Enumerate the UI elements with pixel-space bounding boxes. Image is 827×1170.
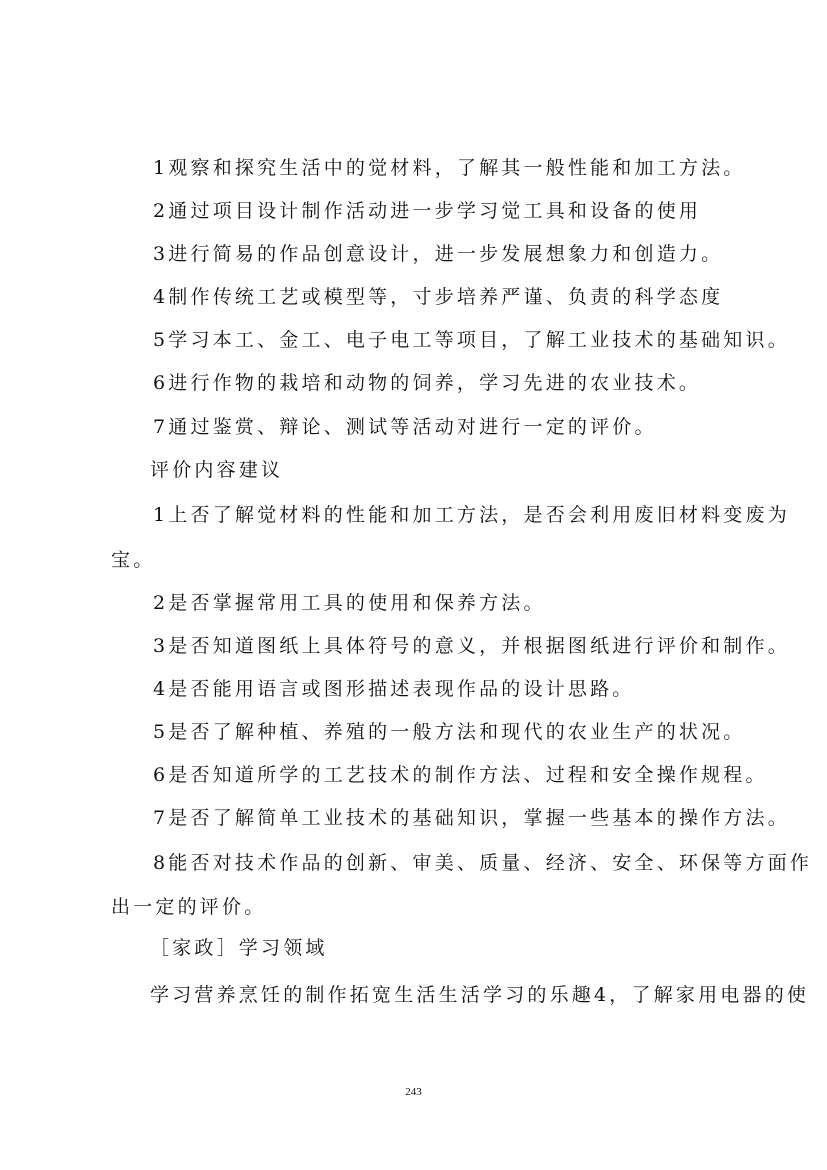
text-line-12: 3是否知道图纸上具体符号的意义，并根据图纸进行评价和制作。 — [153, 635, 790, 657]
text-line-18: 出一定的评价。 — [111, 896, 267, 918]
text-line-3: 3进行简易的作品创意设计，进一步发展想象力和创造力。 — [153, 243, 724, 265]
text-line-20: 学习营养烹饪的制作拓宽生活生活学习的乐趣4，了解家用电器的使 — [150, 984, 810, 1006]
text-line-1: 1观察和探究生活中的觉材料，了解其一般性能和加工方法。 — [153, 157, 746, 179]
text-line-10: 宝。 — [111, 549, 156, 571]
text-line-13: 4是否能用语言或图形描述表现作品的设计思路。 — [153, 678, 635, 700]
text-line-15: 6是否知道所学的工艺技术的制作方法、过程和安全操作规程。 — [153, 764, 768, 786]
text-line-17: 8能否对技术作品的创新、审美、质量、经济、安全、环保等方面作 — [153, 852, 813, 874]
page-number: 243 — [405, 1086, 422, 1098]
text-line-16: 7是否了解简单工业技术的基础知识，掌握一些基本的操作方法。 — [153, 807, 790, 829]
text-line-2: 2通过项目设计制作活动进一步学习觉工具和设备的使用 — [153, 200, 702, 222]
text-line-6: 6进行作物的栽培和动物的饲养，学习先进的农业技术。 — [153, 372, 702, 394]
text-line-4: 4制作传统工艺或模型等，寸步培养严谨、负责的科学态度 — [153, 286, 724, 308]
section-heading-evaluation: 评价内容建议 — [150, 459, 284, 481]
text-line-11: 2是否掌握常用工具的使用和保养方法。 — [153, 592, 546, 614]
text-line-14: 5是否了解种植、养殖的一般方法和现代的农业生产的状况。 — [153, 721, 746, 743]
text-line-7: 7通过鉴赏、辩论、测试等活动对进行一定的评价。 — [153, 416, 657, 438]
text-line-9: 1上否了解觉材料的性能和加工方法，是否会利用废旧材料变废为 — [153, 504, 790, 526]
text-line-5: 5学习本工、金工、电子电工等项目，了解工业技术的基础知识。 — [153, 329, 790, 351]
section-heading-home-economics: ［家政］学习领域 — [150, 937, 328, 959]
